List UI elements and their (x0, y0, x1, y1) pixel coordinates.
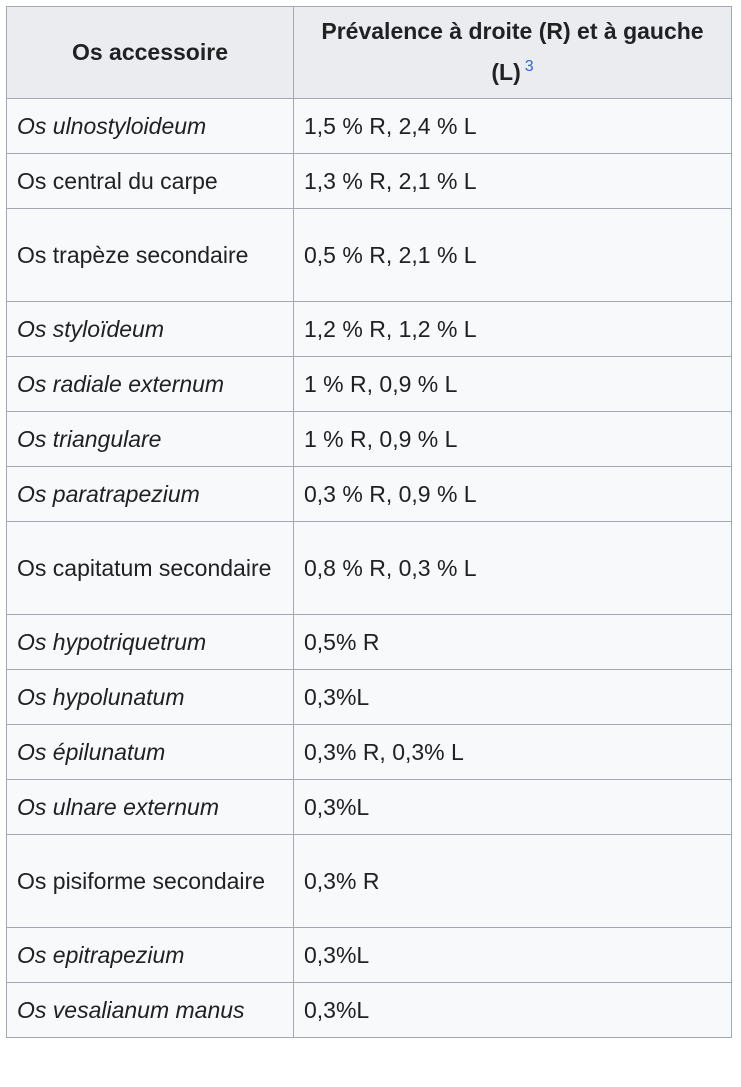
table-row (7, 412, 732, 467)
column-header-prevalence-label: Prévalence à droite (R) et à gauche (L) (321, 18, 704, 85)
prevalence-cell: 0,3%L (294, 983, 732, 1038)
bone-name-cell: Os trapèze secondaire (7, 209, 294, 302)
bone-name-cell: Os vesalianum manus (7, 983, 294, 1038)
prevalence-cell: 0,3 % R, 0,9 % L (294, 467, 732, 522)
table-row (7, 522, 732, 615)
table-row (7, 467, 732, 522)
prevalence-cell: 0,5 % R, 2,1 % L (294, 209, 732, 302)
table-row (7, 154, 732, 209)
prevalence-cell: 1,2 % R, 1,2 % L (294, 302, 732, 357)
prevalence-cell: 0,3% R (294, 835, 732, 928)
accessory-bones-table (6, 6, 732, 1038)
reference-link[interactable]: 3 (524, 58, 534, 76)
table-row (7, 835, 732, 928)
table-header-row (7, 7, 732, 99)
bone-name-cell: Os radiale externum (7, 357, 294, 412)
table-row (7, 983, 732, 1038)
bone-name-cell: Os epitrapezium (7, 928, 294, 983)
bone-name-cell: Os pisiforme secondaire (7, 835, 294, 928)
bone-name-cell: Os central du carpe (7, 154, 294, 209)
prevalence-cell: 1 % R, 0,9 % L (294, 357, 732, 412)
prevalence-cell: 0,3% R, 0,3% L (294, 725, 732, 780)
table-row (7, 928, 732, 983)
bone-name-cell: Os styloïdeum (7, 302, 294, 357)
bone-name-cell: Os paratrapezium (7, 467, 294, 522)
table-row (7, 670, 732, 725)
table-row (7, 725, 732, 780)
column-header-bone: Os accessoire (7, 7, 294, 99)
bone-name-cell: Os ulnare externum (7, 780, 294, 835)
prevalence-cell: 0,5% R (294, 615, 732, 670)
bone-name-cell: Os triangulare (7, 412, 294, 467)
bone-name-cell: Os capitatum secondaire (7, 522, 294, 615)
bone-name-cell: Os hypolunatum (7, 670, 294, 725)
table-row (7, 780, 732, 835)
table-row (7, 99, 732, 154)
bone-name-cell: Os épilunatum (7, 725, 294, 780)
table-row (7, 357, 732, 412)
table-row (7, 209, 732, 302)
prevalence-cell: 0,3%L (294, 928, 732, 983)
prevalence-cell: 1 % R, 0,9 % L (294, 412, 732, 467)
prevalence-cell: 1,3 % R, 2,1 % L (294, 154, 732, 209)
column-header-prevalence (294, 7, 732, 99)
bone-name-cell: Os ulnostyloideum (7, 99, 294, 154)
table-row (7, 302, 732, 357)
prevalence-cell: 1,5 % R, 2,4 % L (294, 99, 732, 154)
prevalence-cell: 0,8 % R, 0,3 % L (294, 522, 732, 615)
table-row (7, 615, 732, 670)
prevalence-cell: 0,3%L (294, 670, 732, 725)
bone-name-cell: Os hypotriquetrum (7, 615, 294, 670)
prevalence-cell: 0,3%L (294, 780, 732, 835)
